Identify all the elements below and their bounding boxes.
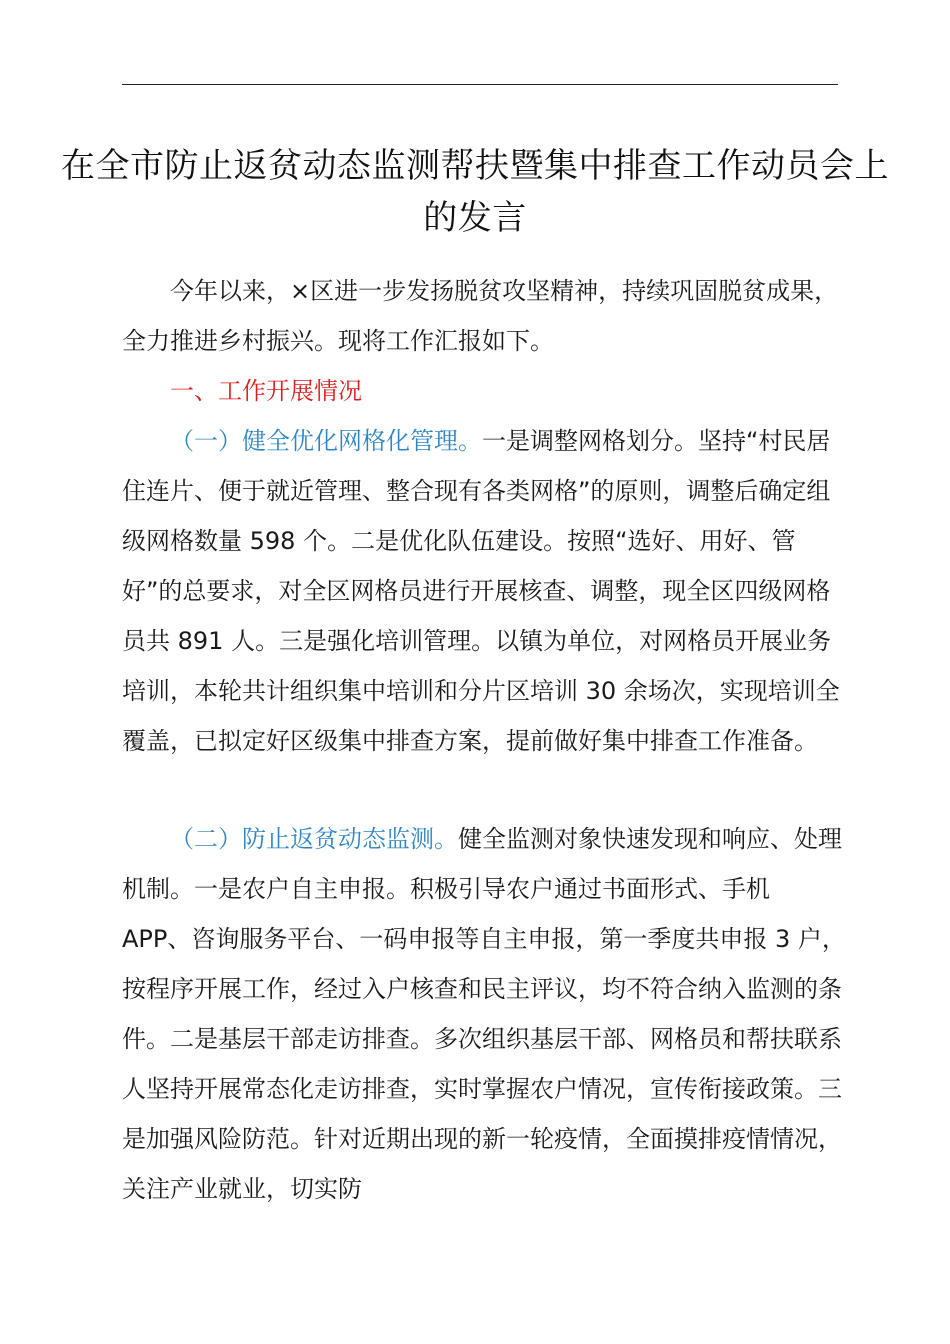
intro-paragraph: 今年以来，×区进一步发扬脱贫攻坚精神，持续巩固脱贫成果，全力推进乡村振兴。现将工作汇报如下。	[122, 277, 839, 355]
section-heading: 一、工作开展情况	[170, 377, 362, 405]
paragraph-text: 一是调整网格划分。坚持“村民居住连片、便于就近管理、整合现有各类网格”的原则，调整后确定组级网格数量 598 个。二是优化队伍建设。按照“选好、用好、管好”的总要求，对全区网格员进行开展核查、调整，现全区四级网格员共 891 人。三是强化培训管理。以镇为单位，对网格员开展业务培训，本轮共计组织集中培训和分片区培训 30 余场次，实现培训全覆盖，已拟定好区级集中排查方案，提前做好集中排查工作准备。	[122, 427, 840, 755]
paragraph-dynamic-monitoring	[122, 814, 846, 1214]
header-rule	[122, 84, 838, 85]
paragraph-text: 健全监测对象快速发现和响应、处理机制。一是农户自主申报。积极引导农户通过书面形式、手机 APP、咨询服务平台、一码申报等自主申报，第一季度共申报 3 户，按程序开展工作，经过入户核查和民主评议，均不符合纳入监测的条件。二是基层干部走访排查。多次组织基层干部、网格员和帮扶联系人坚持开展常态化走访排查，实时掌握农户情况，宣传衔接政策。三是加强风险防范。针对近期出现的新一轮疫情，全面摸排疫情情况，关注产业就业，切实防	[122, 825, 846, 1203]
paragraph-grid-management	[122, 416, 846, 766]
subheading-dynamic-monitoring: （二）防止返贫动态监测。	[170, 825, 458, 853]
document-title: 在全市防止返贫动态监测帮扶暨集中排查工作动员会上的发言	[61, 146, 889, 238]
subheading-grid-management: （一）健全优化网格化管理。	[170, 427, 482, 455]
